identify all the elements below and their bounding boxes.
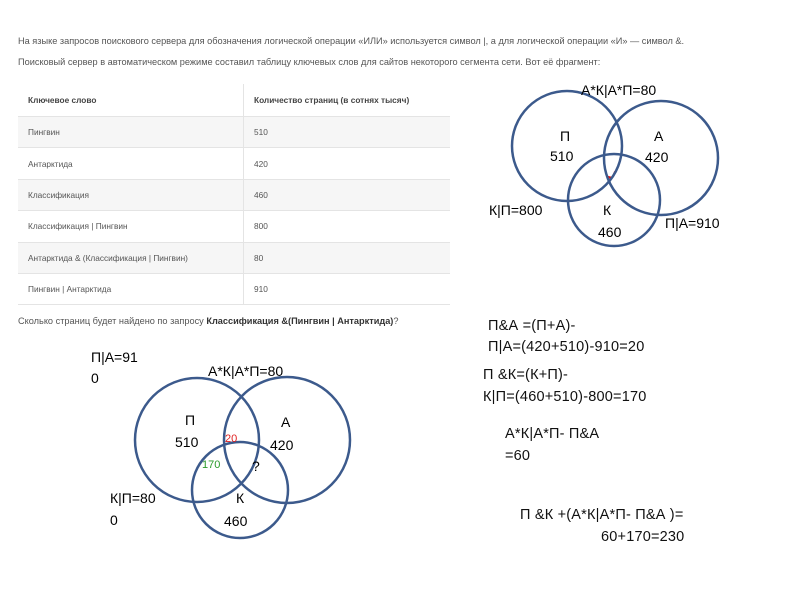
label-a-letter-top: А	[654, 128, 664, 144]
label-k-value-top: 460	[598, 224, 622, 240]
label-a-letter-bottom: А	[281, 414, 291, 430]
cell-keyword: Антарктида & (Классификация | Пингвин)	[18, 242, 244, 273]
label-kp-top: К|П=800	[489, 202, 543, 218]
label-kp-bottom-line1: К|П=80	[110, 490, 156, 506]
cell-count: 800	[244, 211, 451, 242]
keywords-table	[18, 84, 450, 305]
label-p-value-bottom: 510	[175, 434, 199, 450]
label-k-letter-top: К	[603, 202, 612, 218]
label-unknown-region: ?	[252, 458, 260, 474]
label-pa-top: П|А=910	[665, 215, 720, 231]
circle-k-bottom	[192, 442, 288, 538]
equation-final-line2: 60+170=230	[601, 529, 685, 545]
label-p-letter-top: П	[560, 128, 571, 144]
equation-pa-line1: П&А =(П+А)-	[488, 318, 576, 334]
label-p-value-top: 510	[550, 148, 574, 164]
label-k-letter-bottom: К	[236, 490, 245, 506]
label-ak-ap-bottom: А*К|А*П=80	[208, 363, 284, 379]
hatched-region	[572, 160, 652, 196]
equation-pk-line1: П &К=(К+П)-	[483, 367, 569, 383]
circle-p-bottom	[135, 378, 259, 502]
table-row	[18, 117, 450, 148]
cell-keyword: Классификация	[18, 179, 244, 210]
header-page-count: Количество страниц (в сотнях тысяч)	[244, 84, 451, 117]
table-row	[18, 179, 450, 210]
table-row	[18, 211, 450, 242]
label-p-letter-bottom: П	[185, 412, 196, 428]
header-keyword: Ключевое слово	[18, 84, 244, 117]
intro-line-2: Поисковый сервер в автоматическом режиме составил таблицу ключевых слов для сайтов некоторого сегмента сети. Вот её фрагмент:	[18, 57, 601, 67]
cell-count: 420	[244, 148, 451, 179]
intro-line-1: На языке запросов поискового сервера для обозначения логической операции «ИЛИ» используется символ |, а для логической операции «И» — символ &.	[18, 36, 685, 46]
cell-keyword: Антарктида	[18, 148, 244, 179]
table-row	[18, 242, 450, 273]
equation-pk-line2: К|П=(460+510)-800=170	[483, 389, 647, 405]
label-pa-bottom-line1: П|А=91	[91, 349, 138, 365]
equation-final-line1: П &К +(А*К|А*П- П&А )=	[520, 507, 684, 523]
label-a-value-bottom: 420	[270, 437, 294, 453]
equation-ak-line2: =60	[505, 448, 531, 464]
cell-count: 910	[244, 273, 451, 304]
circle-a-bottom	[224, 377, 350, 503]
label-kp-bottom-line2: 0	[110, 512, 118, 528]
label-ak-ap-top: А*К|А*П=80	[581, 82, 657, 98]
equation-ak-line1: А*К|А*П- П&А	[505, 426, 600, 442]
table-row	[18, 273, 450, 304]
cell-keyword: Классификация | Пингвин	[18, 211, 244, 242]
cell-count: 510	[244, 117, 451, 148]
table-header-row	[18, 84, 450, 117]
question-suffix: ?	[393, 316, 399, 326]
circle-p-top	[512, 91, 622, 201]
label-pk-region: 170	[202, 459, 221, 471]
cell-count: 80	[244, 242, 451, 273]
label-pa-bottom-line2: 0	[91, 370, 99, 386]
question-query: Классификация &(Пингвин | Антарктида)	[206, 316, 394, 326]
circle-a-top	[604, 101, 718, 215]
question-prefix: Сколько страниц будет найдено по запросу	[18, 316, 207, 326]
cell-keyword: Пингвин	[18, 117, 244, 148]
cell-keyword: Пингвин | Антарктида	[18, 273, 244, 304]
question-text	[18, 316, 399, 326]
label-k-value-bottom: 460	[224, 513, 248, 529]
table-row	[18, 148, 450, 179]
cell-count: 460	[244, 179, 451, 210]
label-pa-region: 20	[225, 433, 238, 445]
label-a-value-top: 420	[645, 149, 669, 165]
equation-pa-line2: П|А=(420+510)-910=20	[488, 339, 645, 355]
circle-k-top	[568, 154, 660, 246]
